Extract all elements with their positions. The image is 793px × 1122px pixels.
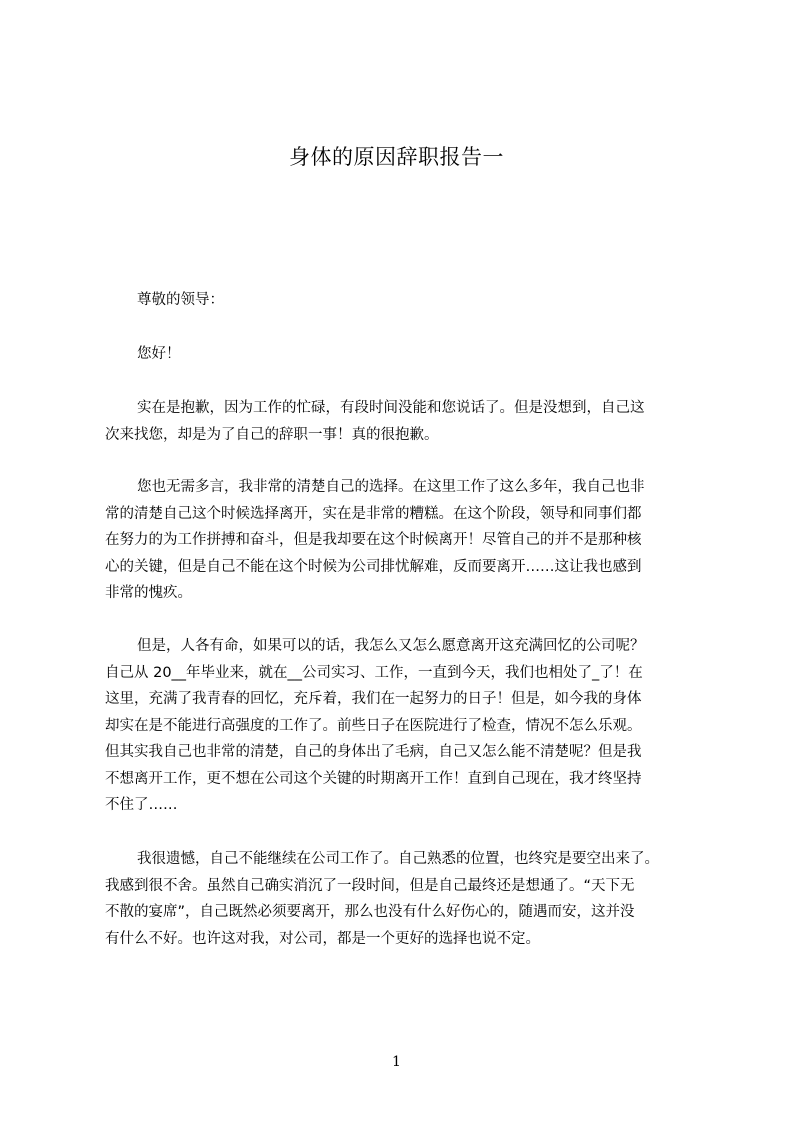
page-number: 1: [392, 1054, 401, 1070]
paragraph-line: 有什么不好。也许这对我，对公司，都是一个更好的选择也说不定。: [105, 930, 540, 947]
salutation: [105, 287, 715, 314]
document-title: 身体的原因辞职报告一: [289, 145, 504, 169]
paragraph-line: 不想离开工作，更不想在公司这个关键的时期离开工作！直到自己现在，我才终坚持: [105, 770, 642, 787]
paragraph-line: 但其实我自己也非常的清楚，自己的身体出了毛病，自己又怎么能不清楚呢？但是我: [105, 744, 642, 760]
paragraph-2: [105, 474, 715, 607]
paragraph-line: 实在是抱歉，因为工作的忙碌，有段时间没能和您说话了。但是没想到，自己这: [137, 400, 645, 416]
paragraph-1: [105, 395, 715, 448]
paragraph-line: 在努力的为工作拼搏和奋斗，但是我却要在这个时候离开！尽管自己的并不是那种核: [105, 532, 642, 548]
salutation-text: 尊敬的领导：: [137, 292, 224, 308]
paragraph-line: 非常的愧疚。: [105, 585, 192, 601]
paragraph-line: 常的清楚自己这个时候选择离开，实在是非常的糟糕。在这个阶段，领导和同事们都: [105, 505, 642, 522]
paragraph-line: 次来找您，却是为了自己的辞职一事！真的很抱歉。: [105, 426, 439, 443]
paragraph-line: 您也无需多言，我非常的清楚自己的选择。在这里工作了这么多年，我自己也非: [137, 479, 645, 495]
paragraph-line: 我感到很不舍。虽然自己确实消沉了一段时间，但是自己最终还是想通了。“天下无: [105, 877, 635, 894]
paragraph-line: 不住了……: [105, 797, 178, 813]
paragraph-3: [105, 633, 715, 819]
greeting: [105, 341, 715, 368]
paragraph-line: 心的关键，但是自己不能在这个时候为公司排忧解难，反而要离开……这让我也感到: [105, 558, 642, 575]
paragraph-line: 这里，充满了我青春的回忆，充斥着，我们在一起努力的日子！但是，如今我的身体: [105, 691, 642, 707]
paragraph-line: 但是，人各有命，如果可以的话，我怎么又怎么愿意离开这充满回忆的公司呢？: [137, 638, 645, 654]
paragraph-line: 不散的宴席”，自己既然必须要离开，那么也没有什么好伤心的，随遇而安，这并没: [105, 904, 635, 920]
paragraph-line: 自己从 20__年毕业来，就在__公司实习、工作，一直到今天，我们也相处了_了！在: [105, 664, 643, 681]
paragraph-line: 却实在是不能进行高强度的工作了。前些日子在医院进行了检查，情况不怎么乐观。: [105, 717, 642, 734]
greeting-text: 您好！: [137, 346, 181, 362]
paragraph-line: 我很遗憾，自己不能继续在公司工作了。自己熟悉的位置，也终究是要空出来了。: [137, 851, 659, 867]
paragraph-4: [105, 846, 715, 952]
